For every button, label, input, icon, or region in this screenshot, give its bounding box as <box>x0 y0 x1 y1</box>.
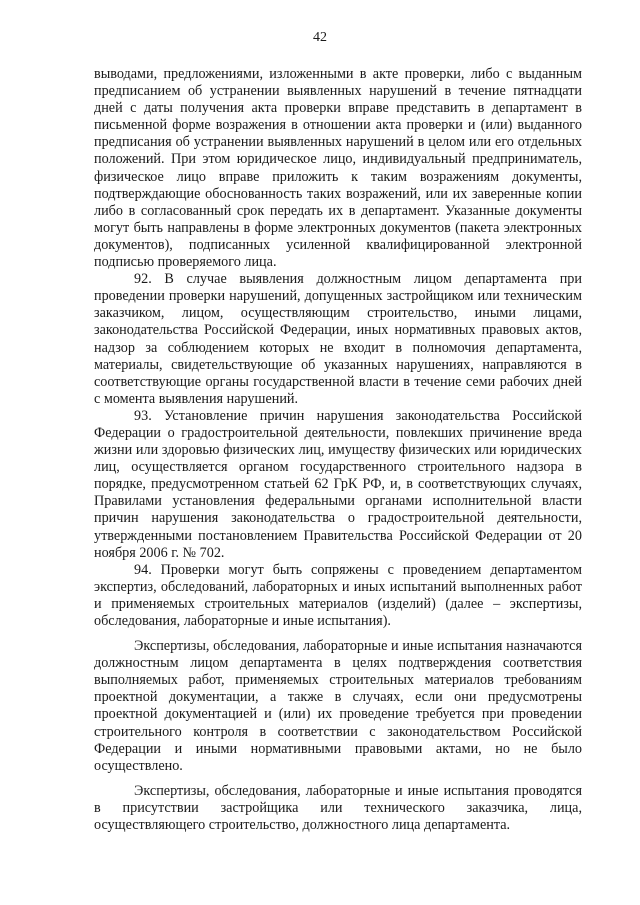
paragraph-expertise-assignment: Экспертизы, обследования, лабораторные и иные испытания назначаются должностным лицом департамента в целях подтверждения соответствия выполняемых работ, применяемых строительных материалов требованиям проектной документации, а также в случаях, если они предусмотрены проектной документацией и (или) их проведение требуется при проведении строительного контроля в соответствии с законодательством Российской Федерации и иными нормативными правовыми актами, но не было осуществлено. <box>94 638 582 774</box>
paragraph-94: 94. Проверки могут быть сопряжены с проведением департаментом экспертиз, обследований, лабораторных и иных испытаний выполненных работ и применяемых строительных материалов (изделий) (далее – экспертизы, обследования, лабораторные и иные испытания). <box>94 561 582 629</box>
document-body <box>94 66 582 834</box>
paragraph-continuation: выводами, предложениями, изложенными в акте проверки, либо с выданным предписанием об устранении выявленных нарушений в течение пятнадцати дней с даты получения акта проверки вправе представить в департамент в письменной форме возражения в отношении акта проверки и (или) выданного предписания об устранении выявленных нарушений в целом или его отдельных положений. При этом юридическое лицо, индивидуальный предприниматель, физическое лицо вправе приложить к таким возражениям документы, подтверждающие обоснованность таких возражений, или их заверенные копии либо в согласованный срок передать их в департамент. Указанные документы могут быть направлены в форме электронных документов (пакета электронных документов), подписанных усиленной квалифицированной электронной подписью проверяемого лица. <box>94 66 582 271</box>
paragraph-92: 92. В случае выявления должностным лицом департамента при проведении проверки нарушений, допущенных застройщиком или техническим заказчиком, лицом, осуществляющим строительство, иными лицами, законодательства Российской Федерации, иных нормативных правовых актов, надзор за соблюдением которых не входит в полномочия департамента, материалы, свидетельствующие об указанных нарушениях, направляются в соответствующие органы государственной власти в течение семи рабочих дней с момента выявления нарушений. <box>94 271 582 407</box>
paragraph-93: 93. Установление причин нарушения законодательства Российской Федерации о градостроительной деятельности, повлекших причинение вреда жизни или здоровью физических лиц, имуществу физических или юридических лиц, осуществляется органом государственного строительного надзора в порядке, предусмотренном статьей 62 ГрК РФ, и, в соответствующих случаях, Правилами установления федеральными органами исполнительной власти причин нарушения законодательства о градостроительной деятельности, утвержденными постановлением Правительства Российской Федерации от 20 ноября 2006 г. № 702. <box>94 407 582 561</box>
page-number: 42 <box>313 30 327 45</box>
paragraph-expertise-presence: Экспертизы, обследования, лабораторные и иные испытания проводятся в присутствии застройщика или технического заказчика, лица, осуществляющего строительство, должностного лица департамента. <box>94 782 582 834</box>
